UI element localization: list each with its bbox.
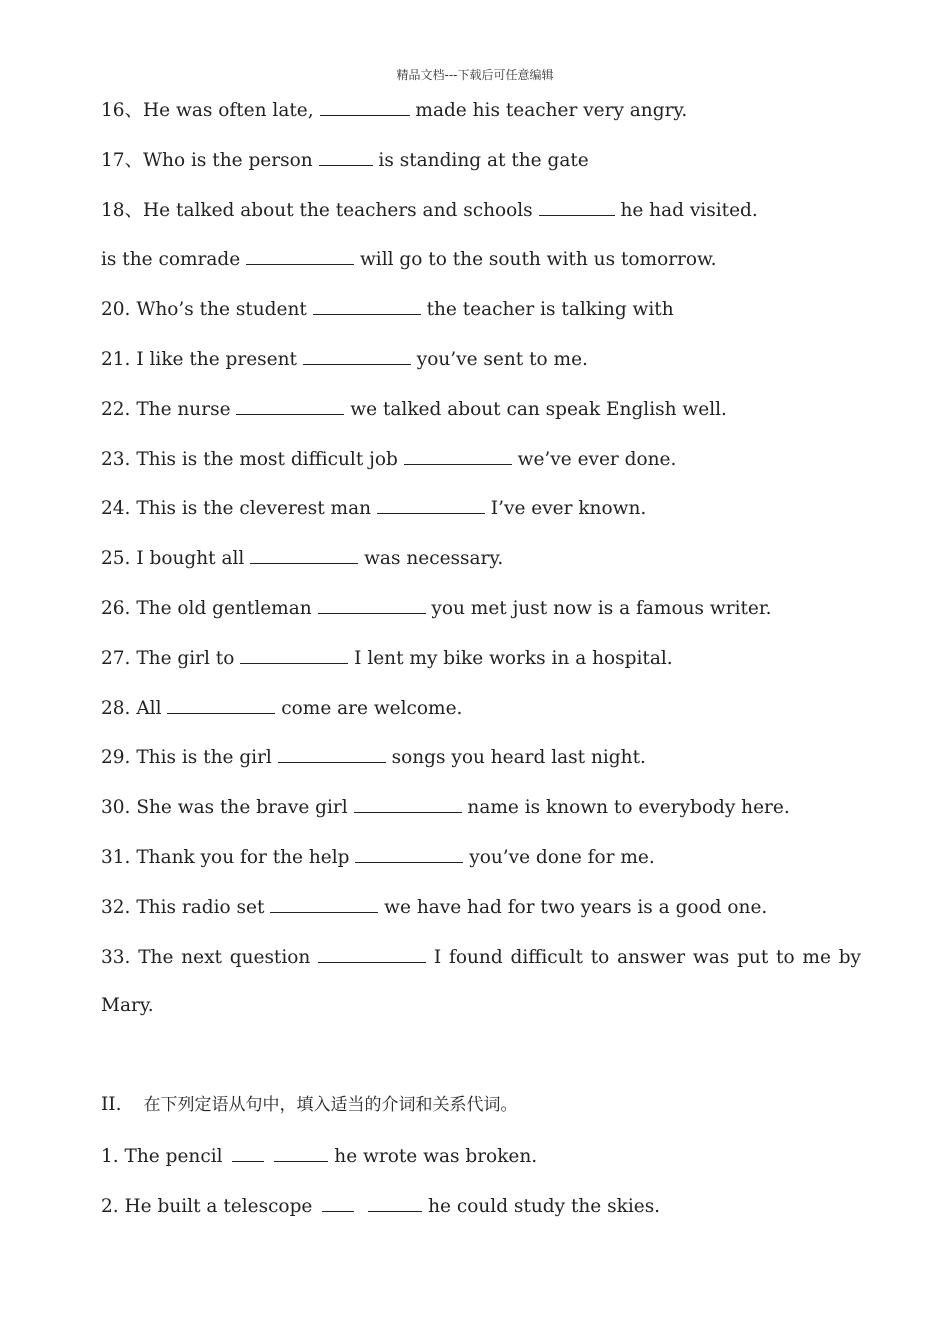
preposition-blank[interactable] bbox=[322, 1193, 354, 1212]
question-text-before: The nurse bbox=[136, 399, 237, 420]
exercise-line bbox=[101, 197, 861, 223]
question-number: 30. bbox=[101, 797, 137, 818]
question-number: 23. bbox=[101, 449, 137, 470]
item-number: 2. bbox=[101, 1196, 125, 1217]
answer-blank[interactable] bbox=[355, 844, 463, 863]
question-number: 29. bbox=[101, 747, 137, 768]
question-text-before: All bbox=[136, 698, 168, 719]
question-33-continuation: Mary. bbox=[101, 995, 154, 1016]
question-text-before: I bought all bbox=[136, 548, 251, 569]
question-text-after: was necessary. bbox=[358, 548, 504, 569]
answer-blank[interactable] bbox=[167, 695, 275, 714]
question-number: 28. bbox=[101, 698, 137, 719]
exercise-line bbox=[101, 446, 861, 472]
question-number: 32. bbox=[101, 897, 137, 918]
question-text-before: This is the most difficult job bbox=[136, 449, 404, 470]
exercise-line bbox=[101, 645, 861, 671]
question-text-before: is the comrade bbox=[101, 249, 247, 270]
question-text-before: The girl to bbox=[136, 648, 241, 669]
question-number: 27. bbox=[101, 648, 137, 669]
question-number: 18、 bbox=[101, 200, 144, 221]
question-number: 31. bbox=[101, 847, 137, 868]
question-33 bbox=[101, 944, 861, 970]
question-text-after: we’ve ever done. bbox=[511, 449, 677, 470]
exercise-line bbox=[101, 296, 861, 322]
question-number: 33. bbox=[101, 947, 139, 968]
exercise-line bbox=[101, 794, 861, 820]
exercise-line bbox=[101, 97, 861, 123]
question-text-before: The old gentleman bbox=[136, 598, 318, 619]
item-text-before: The pencil bbox=[124, 1146, 229, 1167]
answer-blank[interactable] bbox=[539, 197, 615, 216]
answer-blank[interactable] bbox=[278, 744, 386, 763]
answer-blank[interactable] bbox=[319, 147, 373, 166]
question-text-after: I’ve ever known. bbox=[484, 498, 647, 519]
answer-blank[interactable] bbox=[404, 446, 512, 465]
exercise-line bbox=[101, 147, 861, 173]
exercise-line bbox=[101, 695, 861, 721]
exercise-line bbox=[101, 495, 861, 521]
question-text-before: He was often late, bbox=[143, 100, 320, 121]
pronoun-blank[interactable] bbox=[274, 1143, 328, 1162]
question-text-before: This radio set bbox=[136, 897, 271, 918]
question-text-before: He talked about the teachers and schools bbox=[143, 200, 539, 221]
pronoun-blank[interactable] bbox=[368, 1193, 422, 1212]
question-text-after: the teacher is talking with bbox=[420, 299, 674, 320]
question-text-after: we have had for two years is a good one. bbox=[378, 897, 768, 918]
exercise-line bbox=[101, 894, 861, 920]
question-text-before: Who is the person bbox=[143, 150, 319, 171]
question-number: 25. bbox=[101, 548, 137, 569]
question-text-after: come are welcome. bbox=[275, 698, 463, 719]
exercise-line bbox=[101, 246, 861, 272]
question-text-before: This is the girl bbox=[136, 747, 278, 768]
preposition-blank[interactable] bbox=[232, 1143, 264, 1162]
item-text-before: He built a telescope bbox=[124, 1196, 319, 1217]
question-text-before: The next question bbox=[138, 947, 319, 968]
question-text-after: you’ve sent to me. bbox=[410, 349, 588, 370]
question-number: 26. bbox=[101, 598, 137, 619]
answer-blank[interactable] bbox=[318, 944, 426, 963]
question-text-after: I found difficult to answer was put to me by bbox=[426, 947, 861, 968]
section-2-item-2 bbox=[101, 1193, 861, 1219]
section-2-item-1 bbox=[101, 1143, 861, 1169]
question-text-after: he had visited. bbox=[614, 200, 758, 221]
exercise-line bbox=[101, 396, 861, 422]
answer-blank[interactable] bbox=[303, 346, 411, 365]
question-text-before: Who’s the student bbox=[136, 299, 313, 320]
question-number: 21. bbox=[101, 349, 137, 370]
section-label: II. bbox=[101, 1094, 122, 1115]
question-text-after: we talked about can speak English well. bbox=[344, 399, 727, 420]
answer-blank[interactable] bbox=[320, 97, 410, 116]
question-text-after: made his teacher very angry. bbox=[409, 100, 688, 121]
question-text-before: She was the brave girl bbox=[136, 797, 354, 818]
question-text-before: This is the cleverest man bbox=[136, 498, 377, 519]
question-text-after: you’ve done for me. bbox=[463, 847, 655, 868]
page-header: 精品文档---下载后可任意编辑 bbox=[396, 68, 554, 82]
answer-blank[interactable] bbox=[236, 396, 344, 415]
question-number: 24. bbox=[101, 498, 137, 519]
answer-blank[interactable] bbox=[354, 794, 462, 813]
question-text-after: I lent my bike works in a hospital. bbox=[348, 648, 673, 669]
question-number: 16、 bbox=[101, 100, 144, 121]
answer-blank[interactable] bbox=[318, 595, 426, 614]
question-text-after: songs you heard last night. bbox=[385, 747, 646, 768]
exercise-line bbox=[101, 545, 861, 571]
question-text-before: Thank you for the help bbox=[136, 847, 356, 868]
question-text-before: I like the present bbox=[136, 349, 303, 370]
answer-blank[interactable] bbox=[377, 495, 485, 514]
answer-blank[interactable] bbox=[313, 296, 421, 315]
exercise-line bbox=[101, 346, 861, 372]
item-text-after: he could study the skies. bbox=[422, 1196, 661, 1217]
question-text-after: name is known to everybody here. bbox=[461, 797, 790, 818]
question-text-after: you met just now is a famous writer. bbox=[425, 598, 772, 619]
item-number: 1. bbox=[101, 1146, 125, 1167]
question-number: 20. bbox=[101, 299, 137, 320]
question-number: 22. bbox=[101, 399, 137, 420]
exercise-line bbox=[101, 744, 861, 770]
answer-blank[interactable] bbox=[250, 545, 358, 564]
answer-blank[interactable] bbox=[240, 645, 348, 664]
question-text-after: will go to the south with us tomorrow. bbox=[354, 249, 717, 270]
answer-blank[interactable] bbox=[270, 894, 378, 913]
section-instruction: 在下列定语从句中，填入适当的介词和关系代词。 bbox=[143, 1095, 518, 1115]
section-2-heading bbox=[101, 1093, 861, 1117]
question-text-after: is standing at the gate bbox=[372, 150, 589, 171]
exercise-line bbox=[101, 844, 861, 870]
question-number: 17、 bbox=[101, 150, 144, 171]
exercise-line bbox=[101, 595, 861, 621]
answer-blank[interactable] bbox=[246, 246, 354, 265]
item-text-after: he wrote was broken. bbox=[328, 1146, 538, 1167]
